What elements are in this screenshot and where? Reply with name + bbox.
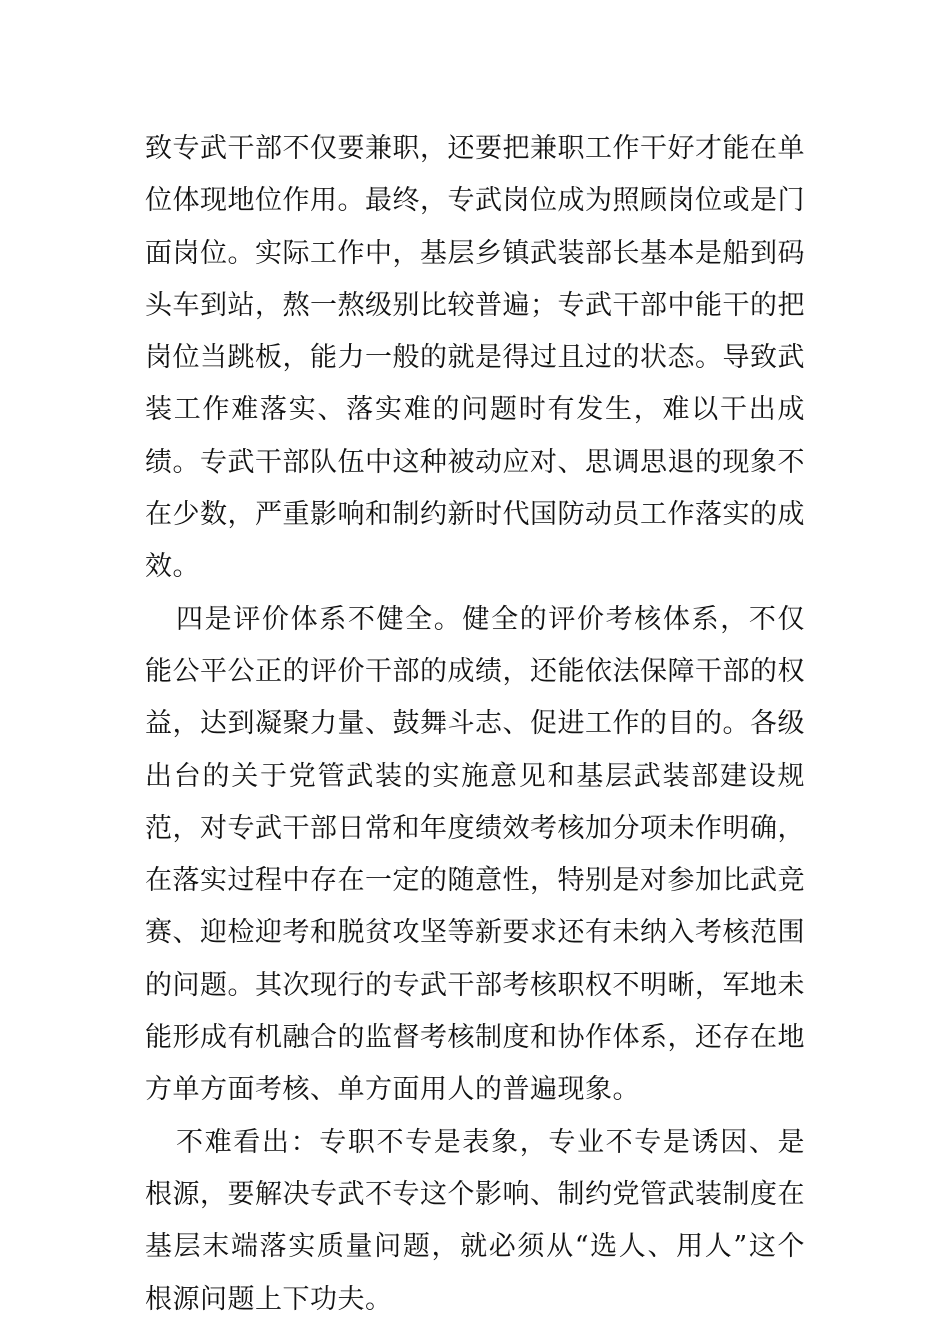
paragraph-conclusion: 不难看出：专职不专是表象，专业不专是诱因、是根源，要解决专武不专这个影响、制约党管武装制度在基层末端落实质量问题，就必须从“选人、用人”这个根源问题上下功夫。 bbox=[145, 1126, 805, 1315]
body-text bbox=[145, 123, 805, 1326]
paragraph-continuation: 致专武干部不仅要兼职，还要把兼职工作干好才能在单位体现地位作用。最终，专武岗位成为照顾岗位或是门面岗位。实际工作中，基层乡镇武装部长基本是船到码头车到站，熬一熬级别比较普遍；专武干部中能干的把岗位当跳板，能力一般的就是得过且过的状态。导致武装工作难落实、落实难的问题时有发生，难以干出成绩。专武干部队伍中这种被动应对、思调思退的现象不在少数，严重影响和制约新时代国防动员工作落实的成效。 bbox=[145, 133, 805, 583]
paragraph-evaluation-system: 四是评价体系不健全。健全的评价考核体系，不仅能公平公正的评价干部的成绩，还能依法保障干部的权益，达到凝聚力量、鼓舞斗志、促进工作的目的。各级出台的关于党管武装的实施意见和基层武装部建设规范，对专武干部日常和年度绩效考核加分项未作明确，在落实过程中存在一定的随意性，特别是对参加比武竞赛、迎检迎考和脱贫攻坚等新要求还有未纳入考核范围的问题。其次现行的专武干部考核职权不明晰，军地未能形成有机融合的监督考核制度和协作体系，还存在地方单方面考核、单方面用人的普遍现象。 bbox=[145, 603, 805, 1106]
